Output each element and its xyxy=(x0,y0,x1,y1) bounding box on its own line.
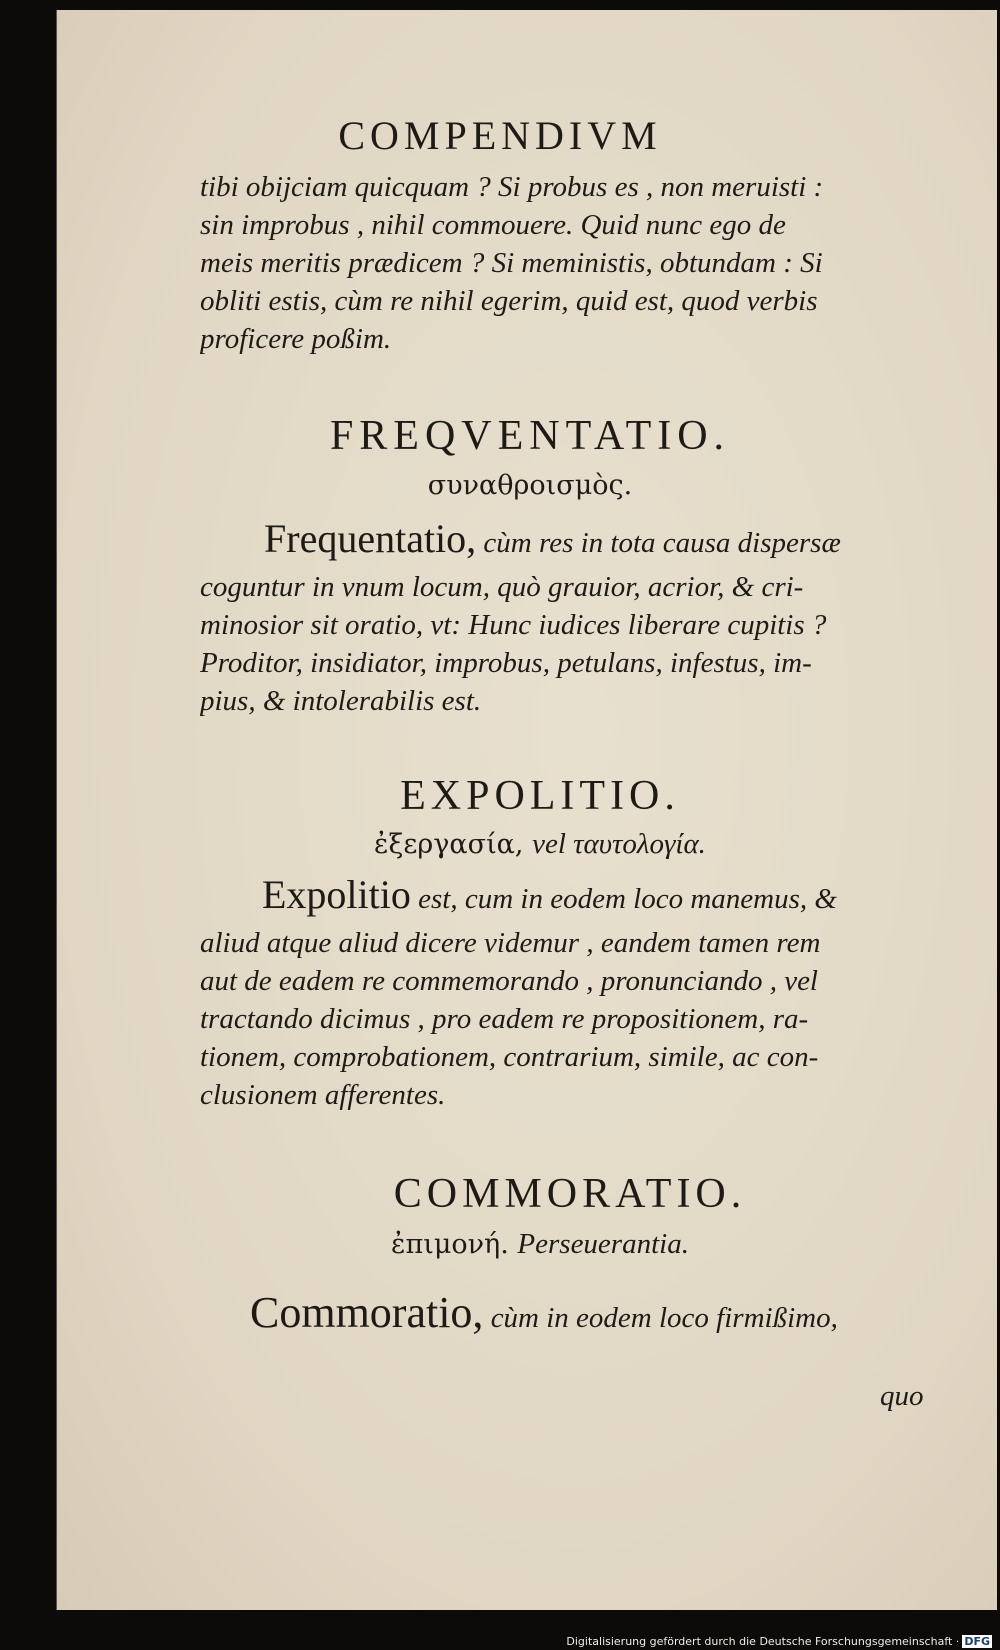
intro-line: meis meritis prædicem ? Si meministis, obtundam : Si xyxy=(200,247,823,279)
credit-text: Digitalisierung gefördert durch die Deutsche Forschungsgemeinschaft · xyxy=(566,1635,960,1648)
paragraph-line xyxy=(250,1294,970,1337)
paragraph-line: minosior sit oratio, vt: Hunc iudices liberare cupitis ? xyxy=(200,609,827,641)
paragraph-line: Proditor, insidiator, improbus, petulans, infestus, im- xyxy=(200,647,812,679)
intro-line: proficere poßim. xyxy=(200,323,392,355)
greek-term-text: συναθροισμὸς. xyxy=(427,470,633,501)
paragraph-line-text: cùm in eodem loco firmißimo, xyxy=(490,1302,838,1334)
lead-word: Commoratio, xyxy=(250,1294,484,1337)
dfg-logo: DFG xyxy=(964,1635,990,1648)
paragraph-line xyxy=(200,520,970,562)
intro-line: sin improbus , nihil commouere. Quid nunc ego de xyxy=(200,209,786,241)
paragraph-line xyxy=(200,876,970,918)
commoratio-paragraph xyxy=(250,1294,970,1337)
greek-term-text: ἐξεργασία, xyxy=(374,829,524,860)
digitization-credit xyxy=(566,1635,992,1648)
paragraph-line: aut de eadem re commemorando , pronunciando , vel xyxy=(200,965,818,997)
paragraph-line: tionem, comprobationem, contrarium, simile, ac con- xyxy=(200,1041,819,1073)
paragraph-line-text: cùm res in tota causa dispersæ xyxy=(483,527,841,559)
intro-paragraph xyxy=(200,168,970,358)
greek-term-alt: Perseuerantia. xyxy=(517,1228,689,1260)
greek-term xyxy=(40,1228,1000,1261)
paragraph-line: aliud atque aliud dicere videmur , eandem tamen rem xyxy=(200,927,821,959)
section-heading-expolitio: EXPOLITIO. xyxy=(400,773,680,819)
lead-word: Frequentatio, xyxy=(264,520,477,561)
greek-term xyxy=(30,470,1000,501)
section-heading-frequentatio: FREQVENTATIO. xyxy=(329,413,731,459)
catchword: quo xyxy=(880,1380,924,1412)
paragraph-line: tractando dicimus , pro eadem re propositionem, ra- xyxy=(200,1003,809,1035)
running-head: COMPENDIVM xyxy=(338,113,662,158)
greek-term xyxy=(40,828,1000,861)
paragraph-line: clusionem afferentes. xyxy=(200,1079,446,1111)
section-heading-commoratio: COMMORATIO. xyxy=(393,1171,747,1217)
frequentatio-paragraph xyxy=(200,520,970,720)
lead-word: Expolitio xyxy=(262,876,411,917)
intro-line: tibi obijciam quicquam ? Si probus es , non meruisti : xyxy=(200,171,824,203)
paragraph-line-text: est, cum in eodem loco manemus, & xyxy=(418,883,837,915)
expolitio-paragraph xyxy=(200,876,970,1114)
greek-term-text: ἐπιμονή. xyxy=(391,1229,509,1260)
intro-line: obliti estis, cùm re nihil egerim, quid est, quod verbis xyxy=(200,285,818,317)
paragraph-line: pius, & intolerabilis est. xyxy=(200,685,482,717)
paragraph-line: coguntur in vnum locum, quò grauior, acrior, & cri- xyxy=(200,571,804,603)
greek-term-alt: vel ταυτολογία. xyxy=(532,828,706,860)
